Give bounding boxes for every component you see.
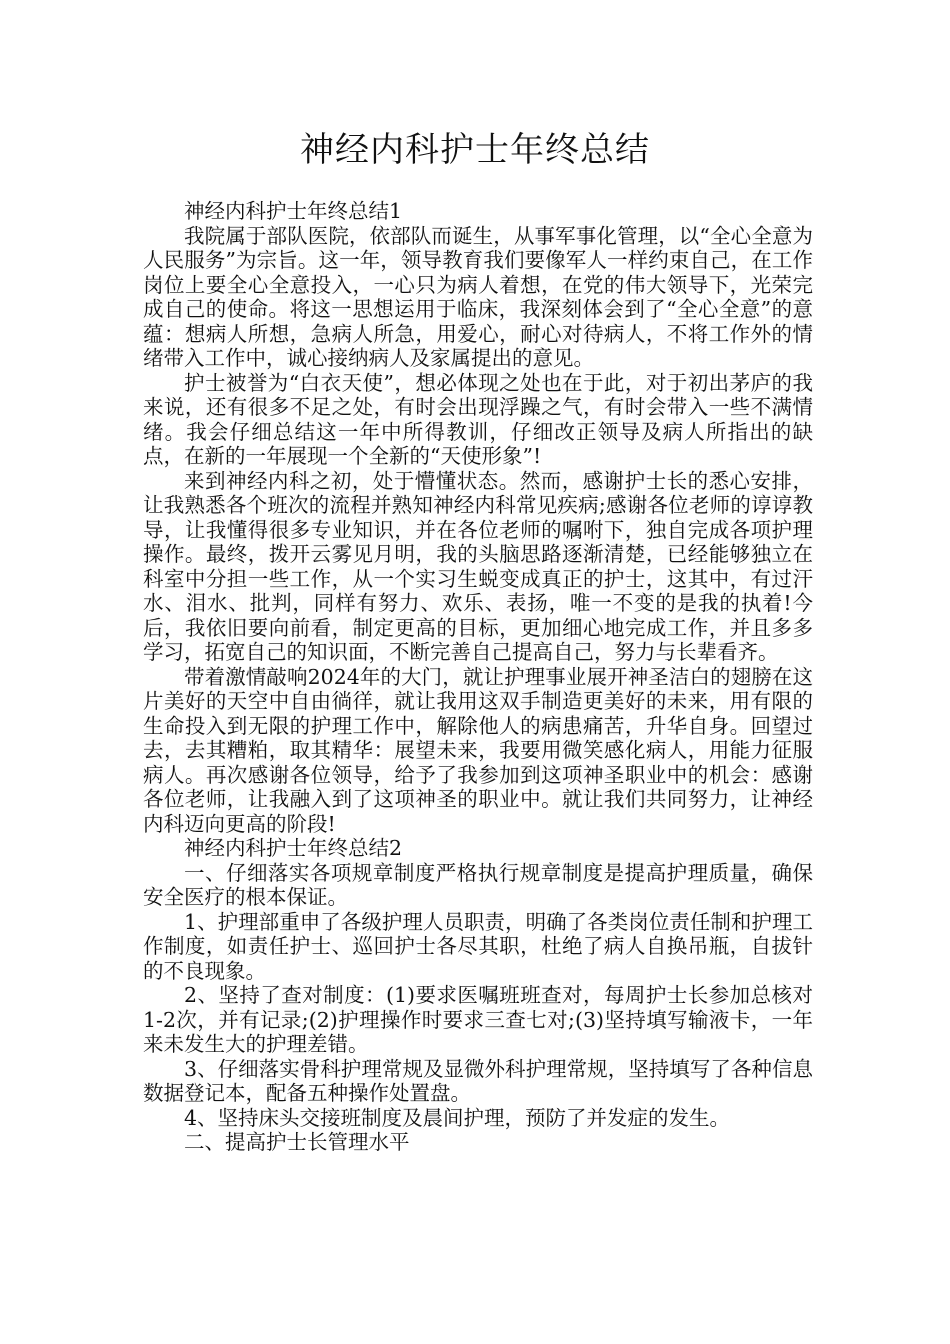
section-heading-1: 神经内科护士年终总结1 <box>184 199 403 223</box>
document-body <box>143 199 813 1155</box>
paragraph: 3、仔细落实骨科护理常规及显微外科护理常规，坚持填写了各种信息数据登记本，配备五种操作处置盘。 <box>143 1056 813 1105</box>
section-heading-2: 神经内科护士年终总结2 <box>184 836 403 860</box>
paragraph: 我院属于部队医院，依部队而诞生，从事军事化管理，以“全心全意为人民服务”为宗旨。这一年，领导教育我们要像军人一样约束自己，在工作岗位上要全心全意投入，一心只为病人着想，在党的伟大领导下，光荣完成自己的使命。将这一思想运用于临床，我深刻体会到了“全心全意”的意蕴：想病人所想，急病人所急，用爱心，耐心对待病人，不将工作外的情绪带入工作中，诚心接纳病人及家属提出的意见。 <box>143 223 813 370</box>
paragraph: 带着激情敲响2024年的大门，就让护理事业展开神圣洁白的翅膀在这片美好的天空中自由徜徉，就让我用这双手制造更美好的未来，用有限的生命投入到无限的护理工作中，解除他人的病患痛苦，升华自身。回望过去，去其糟粕，取其精华：展望未来，我要用微笑感化病人，用能力征服病人。再次感谢各位领导，给予了我参加到这项神圣职业中的机会：感谢各位老师，让我融入到了这项神圣的职业中。就让我们共同努力，让神经内科迈向更高的阶段! <box>143 664 813 836</box>
paragraph: 护士被誉为“白衣天使”，想必体现之处也在于此，对于初出茅庐的我来说，还有很多不足之处，有时会出现浮躁之气，有时会带入一些不满情绪。我会仔细总结这一年中所得教训，仔细改正领导及病人所指出的缺点，在新的一年展现一个全新的“天使形象”! <box>143 370 813 468</box>
paragraph: 来到神经内科之初，处于懵懂状态。然而，感谢护士长的悉心安排，让我熟悉各个班次的流程并熟知神经内科常见疾病;感谢各位老师的谆谆教导，让我懂得很多专业知识，并在各位老师的嘱咐下，独自完成各项护理操作。最终，拨开云雾见月明，我的头脑思路逐渐清楚，已经能够独立在科室中分担一些工作，从一个实习生蜕变成真正的护士，这其中，有过汗水、泪水、批判，同样有努力、欢乐、表扬，唯一不变的是我的执着!今后，我依旧要向前看，制定更高的目标，更加细心地完成工作，并且多多学习，拓宽自己的知识面，不断完善自己提高自己，努力与长辈看齐。 <box>143 468 813 664</box>
paragraph: 1、护理部重申了各级护理人员职责，明确了各类岗位责任制和护理工作制度，如责任护士、巡回护士各尽其职，杜绝了病人自换吊瓶，自拔针的不良现象。 <box>143 909 813 983</box>
paragraph: 2、坚持了查对制度：(1)要求医嘱班班查对，每周护士长参加总核对1-2次，并有记录;(2)护理操作时要求三查七对;(3)坚持填写输液卡，一年来未发生大的护理差错。 <box>143 983 813 1056</box>
document-title: 神经内科护士年终总结 <box>300 130 650 170</box>
paragraph: 二、提高护士长管理水平 <box>184 1130 410 1154</box>
paragraph: 一、仔细落实各项规章制度严格执行规章制度是提高护理质量，确保安全医疗的根本保证。 <box>143 860 813 909</box>
paragraph: 4、坚持床头交接班制度及晨间护理，预防了并发症的发生。 <box>184 1105 731 1130</box>
